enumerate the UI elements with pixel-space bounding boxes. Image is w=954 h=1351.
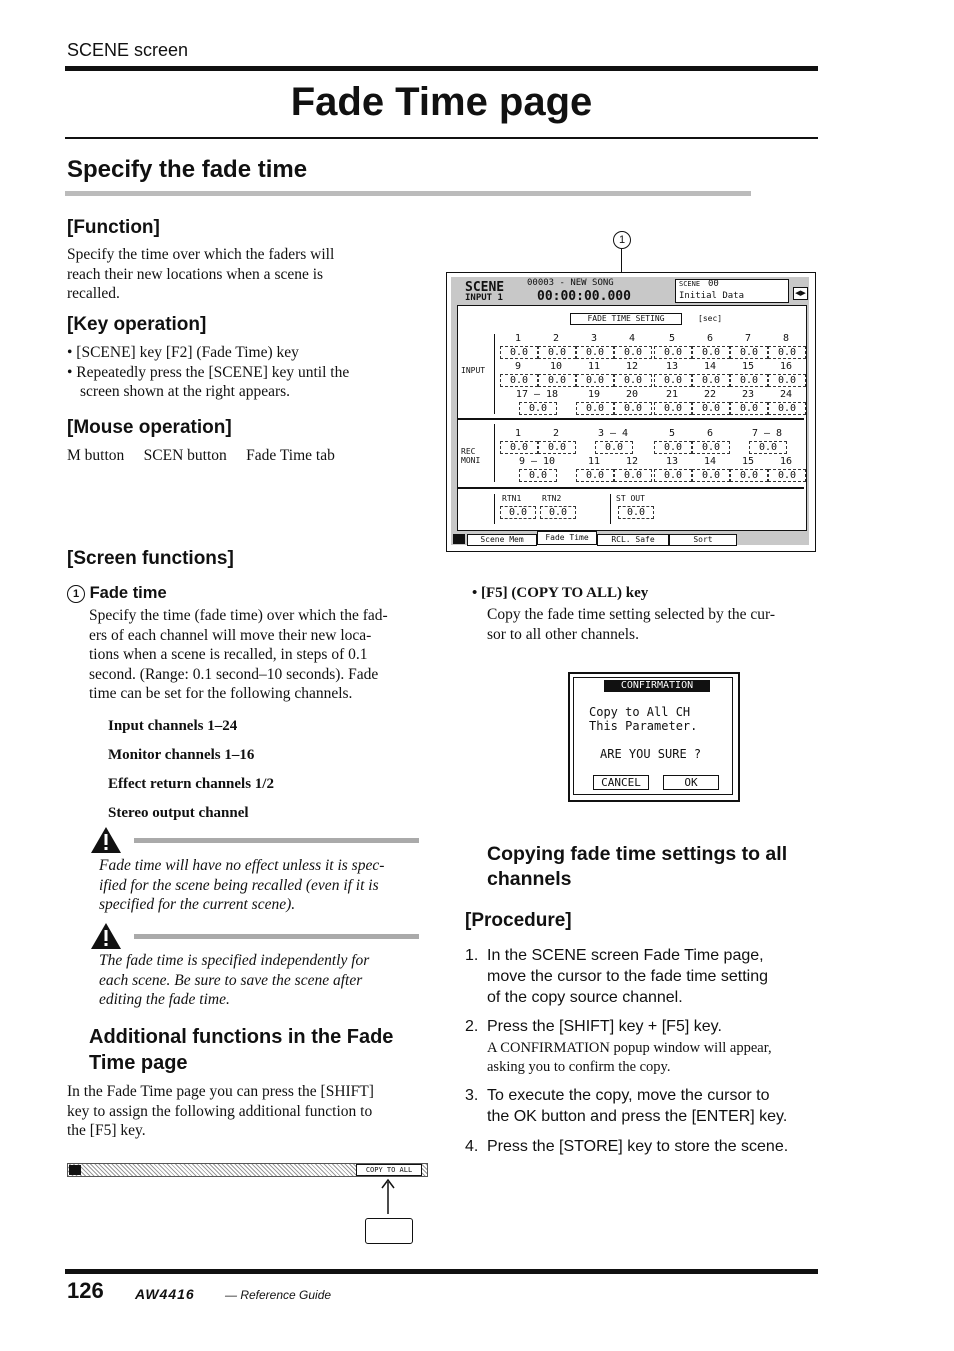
scroll-icon[interactable]: ◀▶ xyxy=(793,287,808,300)
key-operation-list: • [SCENE] key [F2] (Fade Time) key • Repeatedly press the [SCENE] key until the screen shown at the right appears. xyxy=(67,344,350,400)
screen-functions-heading: [Screen functions] xyxy=(67,548,234,569)
dialog-message: Copy to All CH This Parameter. xyxy=(589,705,698,733)
channel-number-label: 21 xyxy=(665,389,679,400)
channel-number-label: 6 xyxy=(706,333,714,344)
tab-scene-mem[interactable]: Scene Mem xyxy=(467,534,537,546)
channel-number-label: 3 xyxy=(590,333,598,344)
fade-time-value-cell[interactable]: 0.0 xyxy=(576,402,614,415)
fade-time-value-cell[interactable]: 0.0 xyxy=(538,346,576,359)
fade-time-item-text: Specify the time (fade time) over which the fad- ers of each channel will move their new loca- tions when a scene is recalled, in steps of 0.1 second. (Range: 0.1 second–10 seconds). Fade time can be set for the following channels. xyxy=(89,607,388,702)
arrow-up-icon xyxy=(380,1178,396,1214)
channel-list: Input channels 1–24 Monitor channels 1–16 Effect return channels 1/2 Stereo output channel xyxy=(108,718,274,821)
note-rule xyxy=(134,934,419,939)
lcd-callout: 1 xyxy=(613,231,631,249)
channel-number-label: 14 xyxy=(703,361,717,372)
footer-rule xyxy=(65,1269,818,1274)
fade-time-value-cell[interactable]: 0.0 xyxy=(500,374,538,387)
channel-number-label: 17 – 18 xyxy=(515,389,559,400)
channel-number-label: 13 xyxy=(665,456,679,467)
channel-number-label: 5 xyxy=(668,333,676,344)
procedure-steps: 1. In the SCENE screen Fade Time page, move the cursor to the fade time setting of the copy source channel. 2. Press the [SHIFT] key + [F5] key. A CONFIRMATION popup window will appear, asking you to confirm the copy. 3. To execute the copy, move the cursor to the OK button and press the [ENTER] key. 4. Press the [STORE] key to store the scene. xyxy=(465,947,789,1155)
fade-time-value-cell[interactable]: 0.0 xyxy=(692,441,730,454)
channel-number-label: 15 xyxy=(741,456,755,467)
play-icon xyxy=(69,1165,81,1175)
fade-time-value-cell[interactable]: 0.0 xyxy=(692,346,730,359)
fade-time-value-cell[interactable]: 0.0 xyxy=(654,469,692,482)
channel-number-label: 1 xyxy=(514,428,522,439)
channel-number-label: 12 xyxy=(625,361,639,372)
title-rule xyxy=(65,137,818,139)
channel-number-label: 16 xyxy=(779,456,793,467)
fade-time-value-cell[interactable]: 0.0 xyxy=(595,441,633,454)
confirmation-dialog xyxy=(568,672,740,802)
f5-key-text: Copy the fade time setting selected by the cur- sor to all other channels. xyxy=(487,606,776,643)
fade-time-value-cell[interactable]: 0.0 xyxy=(576,374,614,387)
copying-heading: Copying fade time settings to all channels xyxy=(487,843,788,890)
channel-number-label: 12 xyxy=(625,456,639,467)
channel-number-label: 13 xyxy=(665,361,679,372)
fade-time-value-cell[interactable]: 0.0 xyxy=(654,374,692,387)
fade-time-value-cell[interactable]: 0.0 xyxy=(730,469,768,482)
function-key-strip xyxy=(67,1163,428,1177)
fade-time-value-cell[interactable]: 0.0 xyxy=(749,441,787,454)
function-text: Specify the time over which the faders will reach their new locations when a scene is recalled. xyxy=(67,246,335,302)
note-rule xyxy=(134,838,419,843)
header-rule xyxy=(65,66,818,71)
ok-button[interactable]: OK xyxy=(663,775,719,790)
fade-time-value-cell[interactable]: 0.0 xyxy=(654,346,692,359)
warning-icon xyxy=(90,922,122,950)
dialog-title: CONFIRMATION xyxy=(604,680,710,692)
note-text-1: Fade time will have no effect unless it is spec- ified for the scene being recalled (even if it is specified for the current scene). xyxy=(99,857,385,913)
channel-number-label: 11 xyxy=(587,361,601,372)
channel-number-label: 3 – 4 xyxy=(597,428,629,439)
section-bar xyxy=(65,191,751,196)
channel-number-label: 9 xyxy=(514,361,522,372)
channel-number-label: 7 xyxy=(744,333,752,344)
channel-number-label: 15 xyxy=(741,361,755,372)
copy-to-all-label: COPY TO ALL xyxy=(356,1164,422,1176)
fade-time-value-cell[interactable]: 0.0 xyxy=(576,469,614,482)
lcd-screen: SCENE INPUT 1 00003 - NEW SONG 00:00:00.000 SCENE 00 Initial Data ◀▶ FADE TIME SETING [sec] INPUT REC MONI RTN1 RTN2 ST OUT 0.0 0.0 0.0 1 0.0 2 0.0 3 0.0 4 0.0 5 0.0 6 0.0 7 0.0 8 0.0 9 0.0 10 0.0 11 0.0 12 0.0 13 0.0 14 0.0 15 0.0 16 0.0 17 – 18 0.0 19 0.0 20 0.0 21 0.0 22 0.0 23 0.0 24 0.0 1 0.0 2 0.0 3 – 4 0.0 5 0.0 6 0.0 7 – 8 0.0 9 – 10 0.0 11 0.0 12 0.0 13 0.0 14 0.0 15 0.0 16 0.0 Scene Mem Fade Time RCL. Safe Sort xyxy=(446,272,816,552)
fade-time-value-cell[interactable]: 0.0 xyxy=(538,374,576,387)
fade-time-value-cell[interactable]: 0.0 xyxy=(768,346,806,359)
additional-heading: Additional functions in the Fade Time page xyxy=(89,1026,394,1074)
fade-time-value-cell[interactable]: 0.0 xyxy=(654,441,692,454)
fade-time-item-title: 1 Fade time xyxy=(67,584,167,603)
guide-label: — Reference Guide xyxy=(225,1288,332,1302)
channel-number-label: 9 – 10 xyxy=(518,456,556,467)
fade-time-value-cell[interactable]: 0.0 xyxy=(614,402,652,415)
warning-icon xyxy=(90,826,122,854)
page-number: 126 xyxy=(67,1278,104,1303)
fade-time-value-cell[interactable]: 0.0 xyxy=(576,346,614,359)
mouse-operation-heading: [Mouse operation] xyxy=(67,417,232,438)
fade-time-value-cell[interactable]: 0.0 xyxy=(692,374,730,387)
fade-time-value-cell[interactable]: 0.0 xyxy=(538,441,576,454)
fade-time-value-cell[interactable]: 0.0 xyxy=(768,469,806,482)
channel-number-label: 8 xyxy=(782,333,790,344)
channel-number-label: 23 xyxy=(741,389,755,400)
channel-number-label: 16 xyxy=(779,361,793,372)
fade-time-value-cell[interactable]: 0.0 xyxy=(500,346,538,359)
channel-number-label: 2 xyxy=(552,428,560,439)
fade-time-value-cell[interactable]: 0.0 xyxy=(654,402,692,415)
key-operation-heading: [Key operation] xyxy=(67,314,207,335)
channel-number-label: 11 xyxy=(587,456,601,467)
additional-text: In the Fade Time page you can press the [SHIFT] key to assign the following additional function to the [F5] key. xyxy=(67,1083,374,1139)
fade-time-value-cell[interactable]: 0.0 xyxy=(730,374,768,387)
cancel-button[interactable]: CANCEL xyxy=(593,775,649,790)
fade-time-value-cell[interactable]: 0.0 xyxy=(768,402,806,415)
f5-key-label: • [F5] (COPY TO ALL) key xyxy=(472,585,649,601)
note-text-2: The fade time is specified independently for each scene. Be sure to save the scene after editing the fade time. xyxy=(99,952,370,1008)
tab-rcl-safe[interactable]: RCL. Safe xyxy=(597,534,669,546)
section-heading: Specify the fade time xyxy=(67,156,308,183)
fade-time-value-cell[interactable]: 0.0 xyxy=(768,374,806,387)
fade-time-value-cell[interactable]: 0.0 xyxy=(614,374,652,387)
callout-number: 1 xyxy=(67,585,85,603)
channel-number-label: 19 xyxy=(587,389,601,400)
fade-time-value-cell[interactable]: 0.0 xyxy=(730,346,768,359)
mouse-operation-text: M button SCEN button Fade Time tab xyxy=(67,447,335,464)
channel-number-label: 22 xyxy=(703,389,717,400)
procedure-heading: [Procedure] xyxy=(465,910,572,931)
channel-number-label: 1 xyxy=(514,333,522,344)
running-head: SCENE screen xyxy=(67,40,189,60)
fade-time-value-cell[interactable]: 0.0 xyxy=(519,469,557,482)
tab-fade-time[interactable]: Fade Time xyxy=(537,531,597,545)
f5-key[interactable] xyxy=(365,1218,413,1244)
fade-time-value-cell[interactable]: 0.0 xyxy=(730,402,768,415)
function-heading: [Function] xyxy=(67,217,160,238)
product-logo: AW4416 xyxy=(135,1286,195,1302)
channel-number-label: 6 xyxy=(706,428,714,439)
fade-time-value-cell[interactable]: 0.0 xyxy=(500,441,538,454)
channel-number-label: 2 xyxy=(552,333,560,344)
dialog-question: ARE YOU SURE ? xyxy=(600,747,702,761)
fade-time-value-cell[interactable]: 0.0 xyxy=(614,469,652,482)
tab-sort[interactable]: Sort xyxy=(669,534,737,546)
fade-time-value-cell[interactable]: 0.0 xyxy=(614,346,652,359)
channel-number-label: 24 xyxy=(779,389,793,400)
fade-time-value-cell[interactable]: 0.0 xyxy=(692,469,730,482)
channel-number-label: 7 – 8 xyxy=(751,428,783,439)
channel-number-label: 5 xyxy=(668,428,676,439)
channel-number-label: 14 xyxy=(703,456,717,467)
fade-time-value-cell[interactable]: 0.0 xyxy=(519,402,557,415)
fade-time-value-cell[interactable]: 0.0 xyxy=(692,402,730,415)
channel-number-label: 4 xyxy=(628,333,636,344)
channel-number-label: 20 xyxy=(625,389,639,400)
page-title: Fade Time page xyxy=(290,80,593,124)
channel-number-label: 10 xyxy=(549,361,563,372)
